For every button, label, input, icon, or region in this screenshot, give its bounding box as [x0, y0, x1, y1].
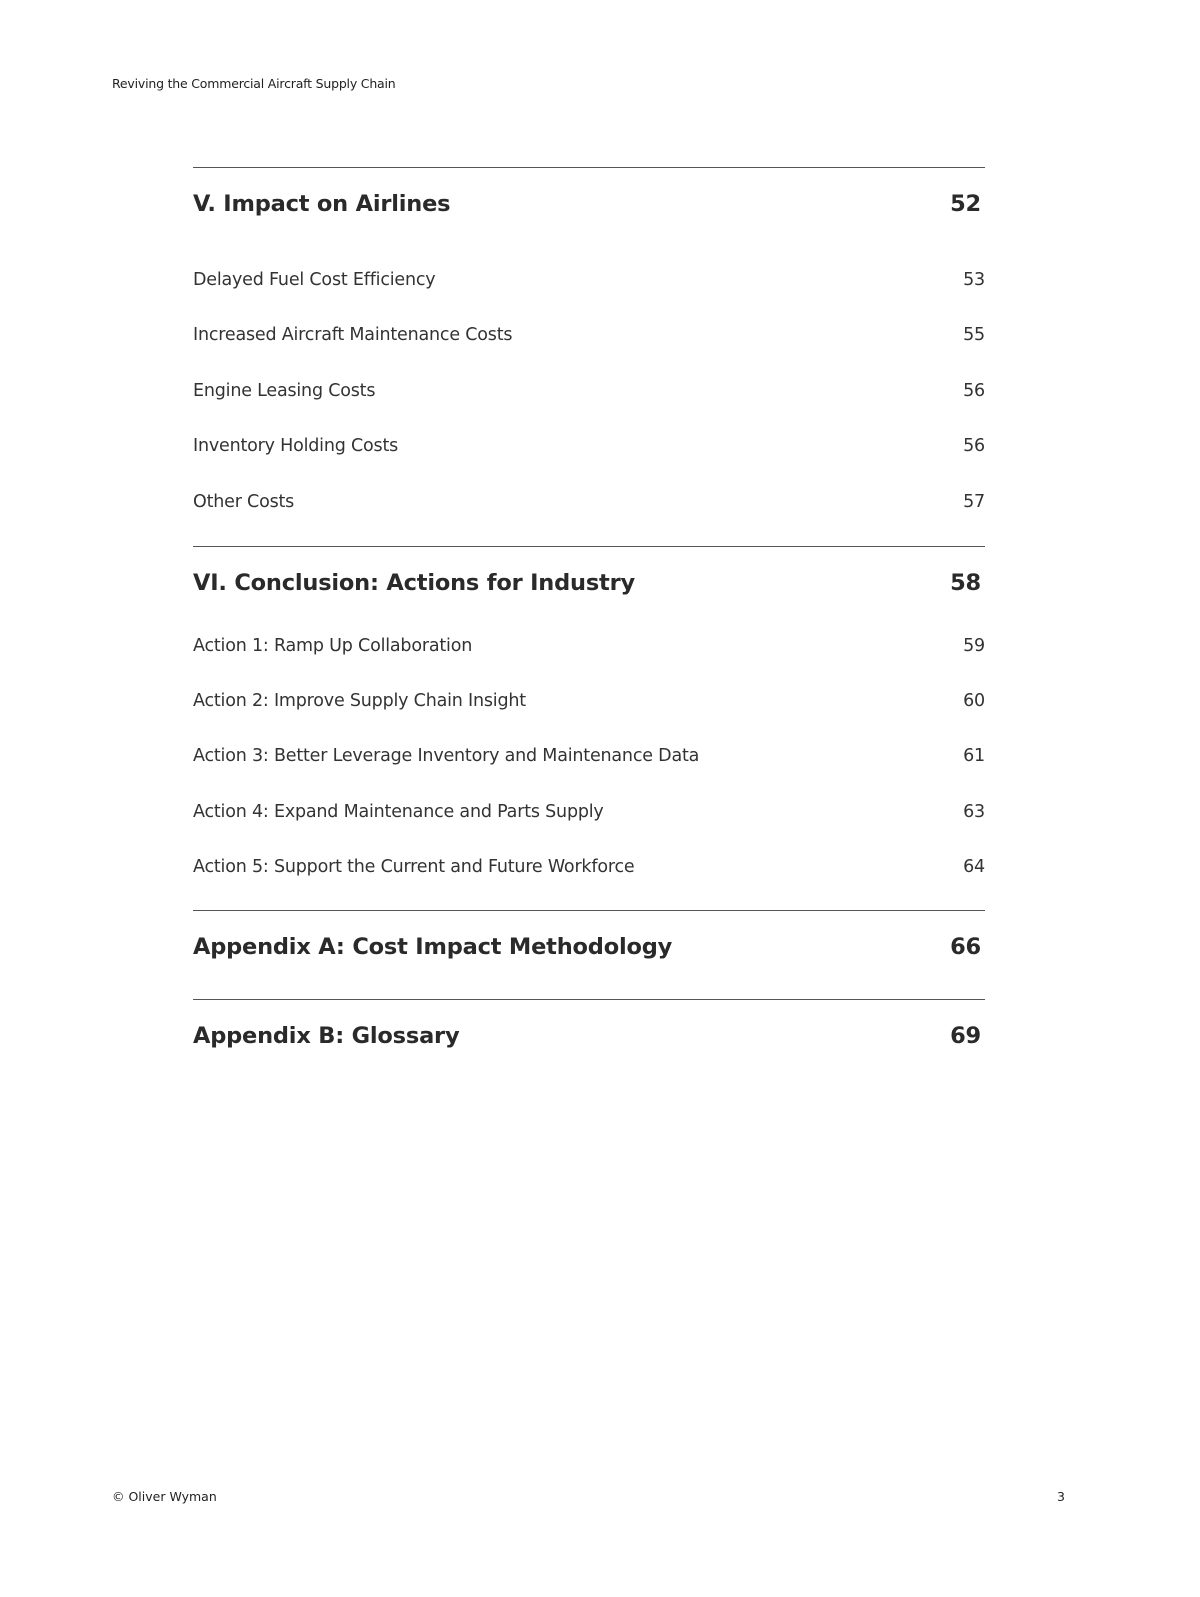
running-header: Reviving the Commercial Aircraft Supply Chain [112, 76, 396, 91]
section-page: 69 [950, 1023, 981, 1050]
section-title: Appendix B: Glossary [193, 1023, 460, 1050]
entry-page: 57 [963, 491, 985, 512]
entry-page: 60 [963, 691, 985, 712]
table-of-contents [193, 167, 985, 1072]
toc-section-heading[interactable] [193, 168, 985, 240]
footer-copyright: © Oliver Wyman [112, 1489, 217, 1504]
toc-section-vi [193, 546, 985, 911]
footer-page-number: 3 [1057, 1489, 1065, 1504]
toc-entry[interactable] [193, 474, 985, 530]
entry-title: Action 2: Improve Supply Chain Insight [193, 691, 526, 712]
toc-entry[interactable] [193, 619, 985, 674]
toc-entry[interactable] [193, 308, 985, 364]
entry-page: 59 [963, 636, 985, 657]
entry-page: 64 [963, 856, 985, 877]
entry-title: Delayed Fuel Cost Efficiency [193, 269, 436, 290]
entry-title: Increased Aircraft Maintenance Costs [193, 325, 513, 346]
toc-section-appendix-a [193, 910, 985, 983]
section-page: 58 [950, 569, 981, 596]
toc-entry[interactable] [193, 419, 985, 475]
entry-page: 61 [963, 746, 985, 767]
entry-title: Action 3: Better Leverage Inventory and Maintenance Data [193, 746, 700, 767]
toc-entry[interactable] [193, 784, 985, 839]
entry-title: Inventory Holding Costs [193, 436, 399, 457]
entry-title: Other Costs [193, 491, 295, 512]
toc-entry[interactable] [193, 839, 985, 894]
toc-section-appendix-b [193, 999, 985, 1072]
entry-page: 56 [963, 380, 985, 401]
entry-title: Action 1: Ramp Up Collaboration [193, 636, 473, 657]
entry-page: 56 [963, 436, 985, 457]
toc-section-heading[interactable] [193, 547, 985, 619]
entry-page: 63 [963, 801, 985, 822]
toc-entry[interactable] [193, 729, 985, 784]
section-title: VI. Conclusion: Actions for Industry [193, 569, 635, 596]
toc-section-heading[interactable] [193, 1000, 985, 1072]
toc-entry[interactable] [193, 252, 985, 308]
entry-title: Action 5: Support the Current and Future Workforce [193, 856, 635, 877]
section-title: V. Impact on Airlines [193, 191, 451, 217]
toc-entry[interactable] [193, 674, 985, 729]
section-page: 66 [950, 934, 981, 961]
toc-section-heading[interactable] [193, 911, 985, 983]
toc-entry[interactable] [193, 363, 985, 419]
section-title: Appendix A: Cost Impact Methodology [193, 934, 673, 961]
section-page: 52 [950, 191, 981, 217]
toc-entry-list [193, 619, 985, 911]
entry-page: 53 [963, 269, 985, 290]
entry-title: Engine Leasing Costs [193, 380, 376, 401]
entry-page: 55 [963, 325, 985, 346]
toc-section-v [193, 167, 985, 546]
toc-entry-list [193, 240, 985, 546]
entry-title: Action 4: Expand Maintenance and Parts Supply [193, 801, 604, 822]
